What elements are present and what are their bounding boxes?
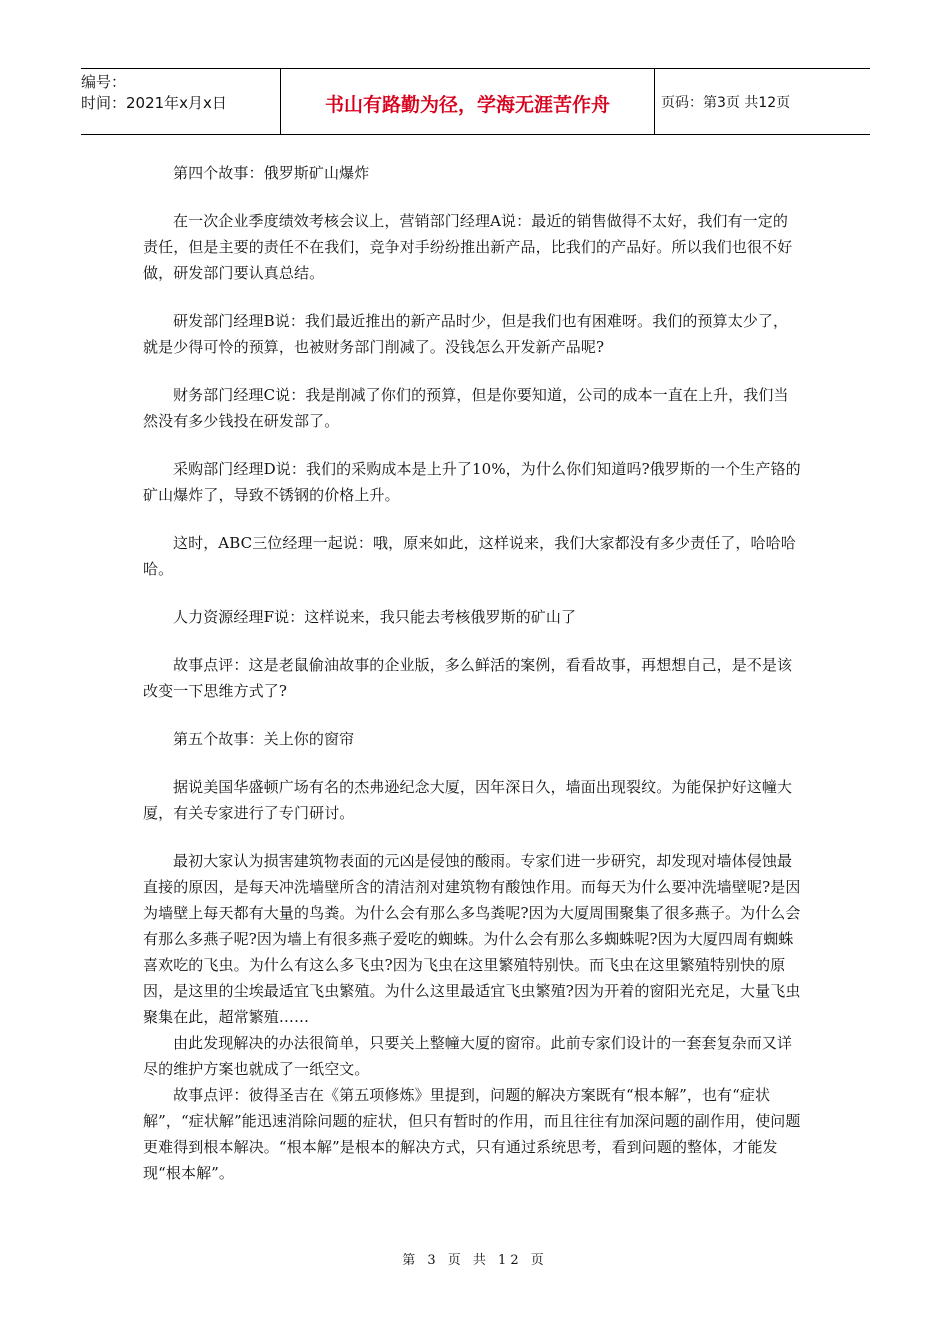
page-footer: 第 3 页 共 12 页 [402,1253,548,1268]
story-four-comment: 故事点评：这是老鼠偷油故事的企业版，多么鲜活的案例，看看故事，再想想自己，是不是该改变一下思维方式了? [143,656,793,700]
paragraph: 由此发现解决的办法很简单，只要关上整幢大厦的窗帘。此前专家们设计的一套套复杂而又详尽的维护方案也就成了一纸空文。 [143,1034,793,1078]
story-five-comment: 故事点评：彼得圣吉在《第五项修炼》里提到，问题的解决方案既有“根本解”，也有“症状解”，“症状解”能迅速消除问题的症状，但只有暂时的作用，而且往往有加深问题的副作用，使问题更难得到根本解决。“根本解”是根本的解决方式，只有通过系统思考，看到问题的整体，才能发现“根本解”。 [143,1086,801,1182]
paragraph: 人力资源经理F说：这样说来，我只能去考核俄罗斯的矿山了 [173,608,577,626]
header-left-cell [81,69,281,134]
paragraph: 研发部门经理B说：我们最近推出的新产品时少，但是我们也有困难呀。我们的预算太少了，就是少得可怜的预算，也被财务部门削减了。没钱怎么开发新产品呢? [143,312,789,356]
paragraph: 最初大家认为损害建筑物表面的元凶是侵蚀的酸雨。专家们进一步研究，却发现对墙体侵蚀最直接的原因，是每天冲洗墙壁所含的清洁剂对建筑物有酸蚀作用。而每天为什么要冲洗墙壁呢?是因为墙壁上每天都有大量的鸟粪。为什么会有那么多鸟粪呢?因为大厦周围聚集了很多燕子。为什么会有那么多燕子呢?因为墙上有很多燕子爱吃的蜘蛛。为什么会有那么多蜘蛛呢?因为大厦四周有蜘蛛喜欢吃的飞虫。为什么有这么多飞虫?因为飞虫在这里繁殖特别快。而飞虫在这里繁殖特别快的原因，是这里的尘埃最适宜飞虫繁殖。为什么这里最适宜飞虫繁殖?因为开着的窗阳光充足，大量飞虫聚集在此，超常繁殖…… [143,852,801,1026]
page-info: 页码：第3页 共12页 [661,94,791,111]
paragraph: 这时，ABC三位经理一起说：哦，原来如此，这样说来，我们大家都没有多少责任了，哈哈哈哈。 [143,534,796,578]
date-label: 时间：2021年x月x日 [81,94,227,112]
paragraph: 据说美国华盛顿广场有名的杰弗逊纪念大厦，因年深日久，墙面出现裂纹。为能保护好这幢大厦，有关专家进行了专门研讨。 [143,778,793,822]
number-label: 编号： [81,73,127,91]
paragraph: 在一次企业季度绩效考核会议上，营销部门经理A说：最近的销售做得不太好，我们有一定的责任，但是主要的责任不在我们，竞争对手纷纷推出新产品，比我们的产品好。所以我们也很不好做，研发部门要认真总结。 [143,212,793,282]
story-five-title: 第五个故事：关上你的窗帘 [173,730,355,748]
header-page-cell [655,69,870,134]
motto-text: 书山有路勤为径，学海无涯苦作舟 [324,94,610,116]
story-four-title: 第四个故事：俄罗斯矿山爆炸 [173,164,370,182]
header-motto-cell [281,69,655,134]
paragraph: 采购部门经理D说：我们的采购成本是上升了10%，为什么你们知道吗?俄罗斯的一个生产铬的矿山爆炸了，导致不锈钢的价格上升。 [143,460,801,504]
header-table [81,68,870,135]
document-body [143,160,803,1186]
paragraph: 财务部门经理C说：我是削减了你们的预算，但是你要知道，公司的成本一直在上升，我们当然没有多少钱投在研发部了。 [143,386,789,430]
